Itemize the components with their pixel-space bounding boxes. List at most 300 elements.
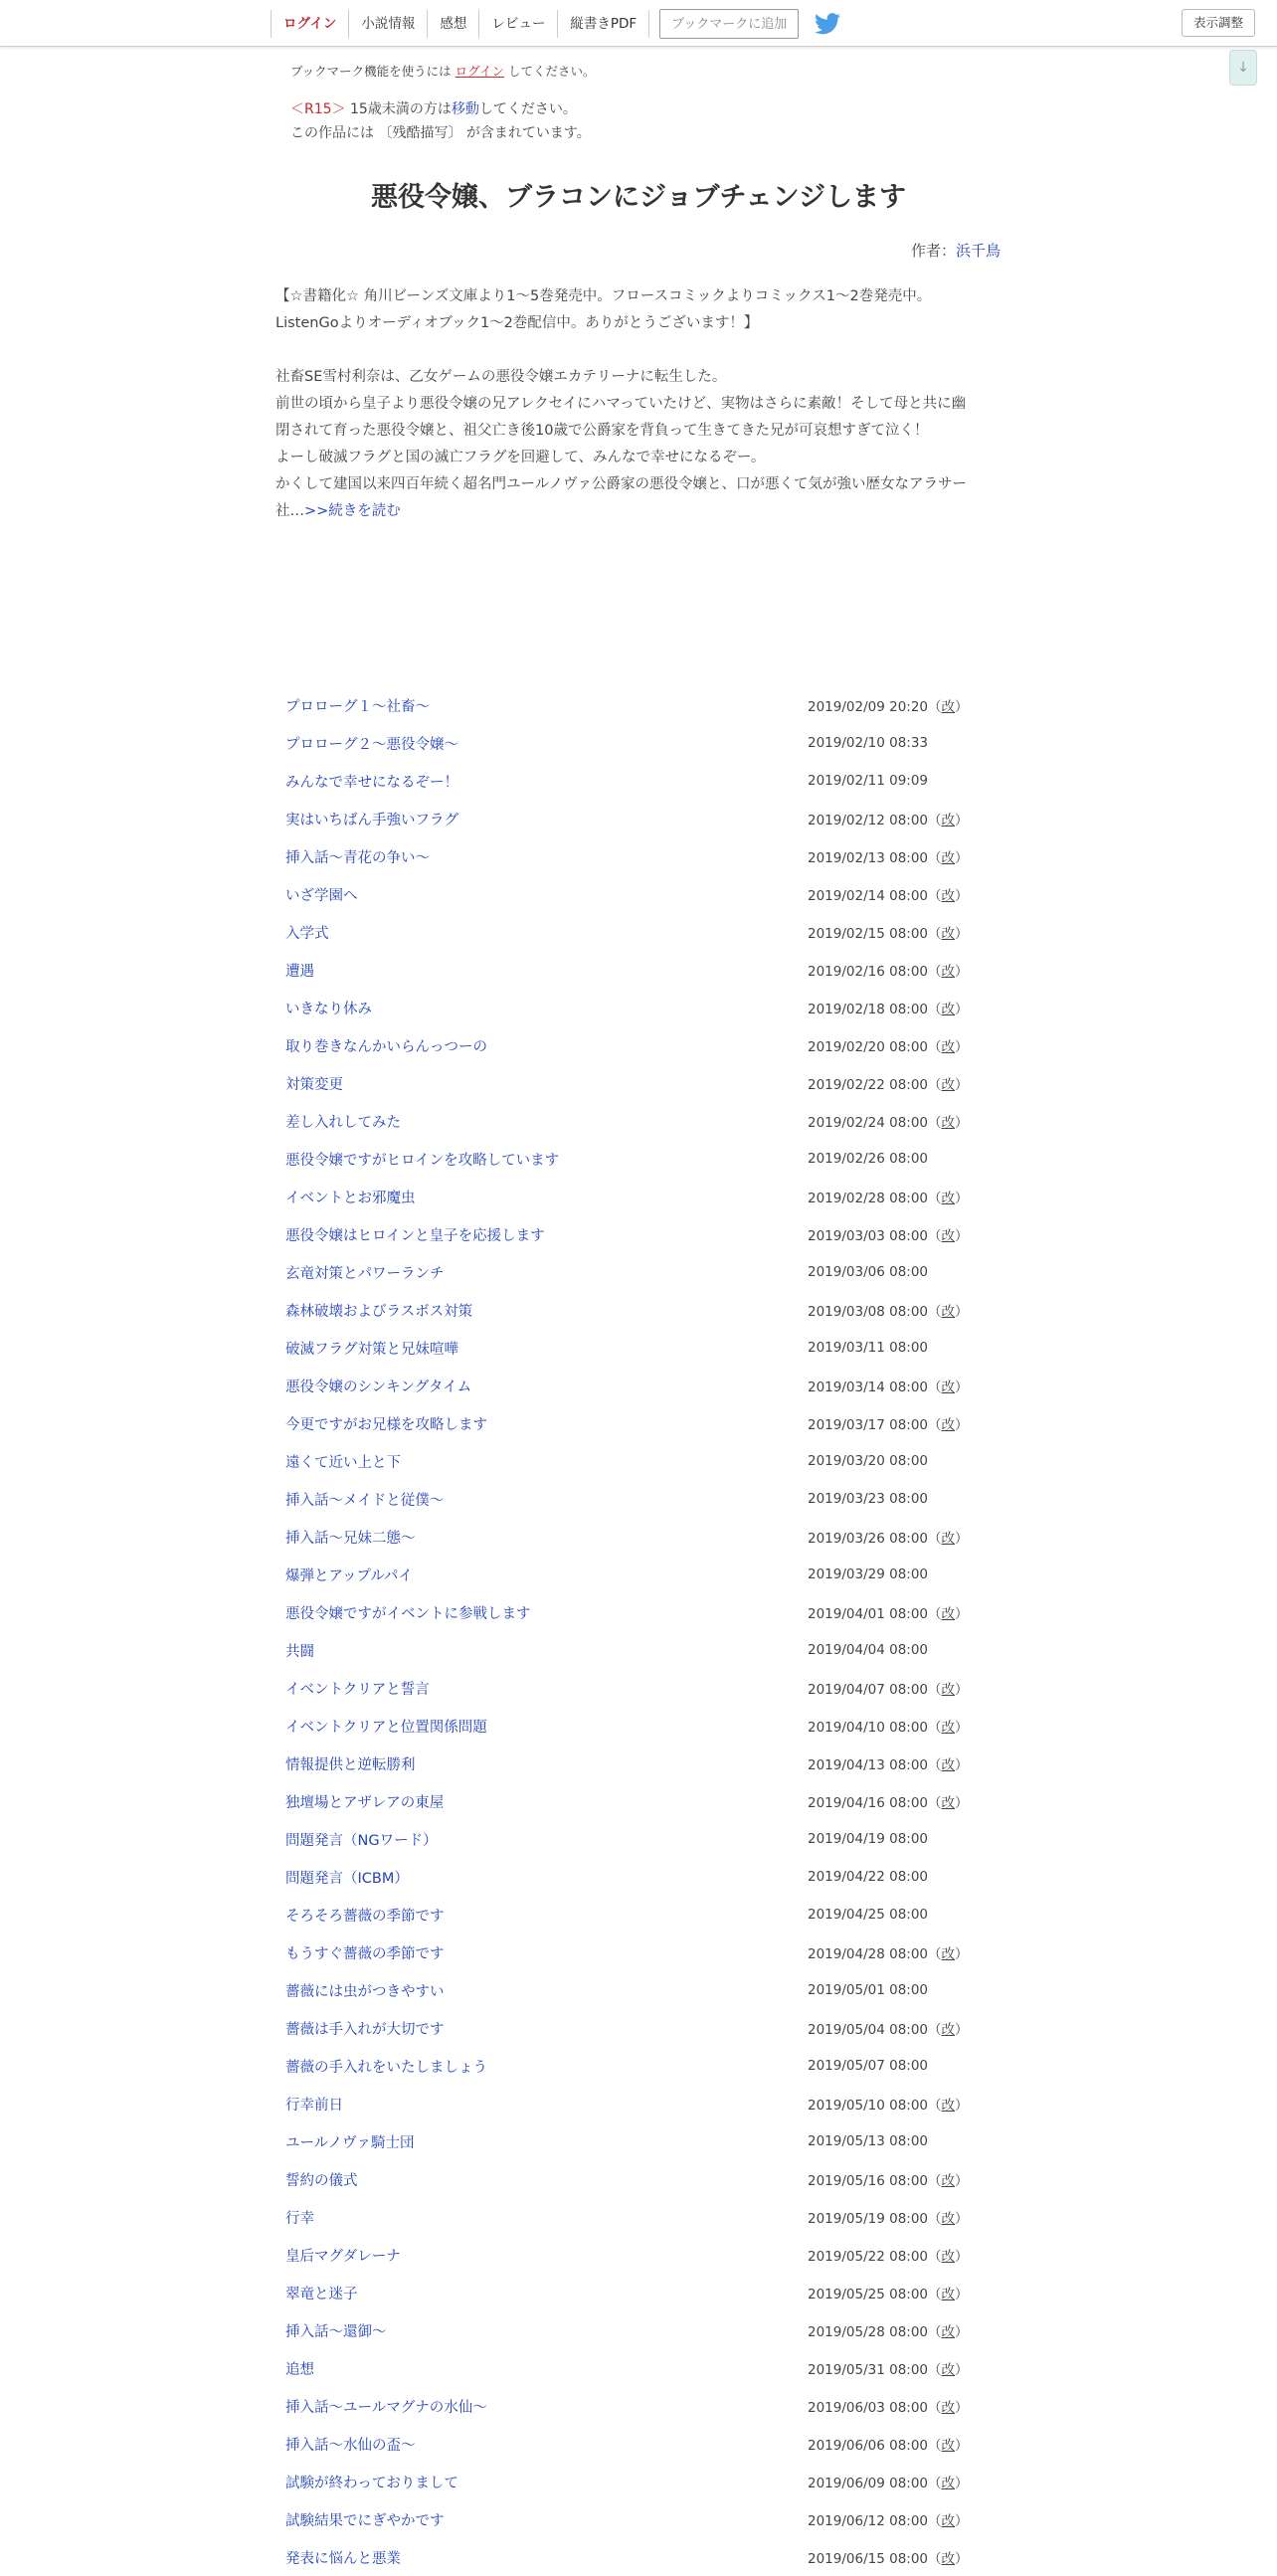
chapter-date bbox=[808, 773, 928, 789]
chapter-link[interactable]: もうすぐ薔薇の季節です bbox=[285, 1945, 445, 1962]
chapter-date bbox=[808, 1716, 969, 1736]
chapter-date-text: 2019/04/25 08:00 bbox=[808, 1907, 929, 1923]
paren-close: ） bbox=[955, 1380, 969, 1395]
paren-close: ） bbox=[955, 699, 969, 715]
paren-open: （ bbox=[928, 2362, 942, 2378]
chapter-link[interactable]: 問題発言（NGワード） bbox=[285, 1832, 438, 1849]
chapter-date bbox=[808, 2472, 969, 2491]
chapter-date bbox=[808, 1264, 928, 1280]
chapter-link[interactable]: 発表に悩んと悪業 bbox=[285, 2550, 401, 2567]
chapter-row bbox=[276, 762, 999, 800]
chapter-link[interactable]: 挿入話～ユールマグナの水仙～ bbox=[285, 2399, 487, 2416]
chapter-link[interactable]: 入学式 bbox=[285, 925, 329, 942]
chapter-link[interactable]: 今更ですがお兄様を攻略します bbox=[285, 1416, 487, 1433]
chapter-date bbox=[808, 998, 969, 1017]
revised-mark[interactable]: 改 bbox=[941, 2173, 956, 2189]
chapter-link[interactable]: 悪役令嬢ですがイベントに参戦します bbox=[285, 1605, 531, 1622]
chapter-row bbox=[276, 1820, 999, 1858]
paren-close: ） bbox=[955, 1077, 969, 1093]
chapter-list bbox=[276, 686, 999, 2576]
chapter-row bbox=[276, 951, 999, 989]
chapter-row bbox=[276, 1026, 999, 1064]
chapter-row bbox=[276, 1782, 999, 1820]
content-warning: この作品には 〔残酷描写〕 が含まれています。 bbox=[290, 125, 591, 141]
bookmark-notice bbox=[290, 62, 596, 80]
revised-mark[interactable]: 改 bbox=[941, 2362, 956, 2378]
chapter-date bbox=[808, 1376, 969, 1395]
chapter-row bbox=[276, 1329, 999, 1367]
chapter-date bbox=[808, 1224, 969, 1244]
chapter-date bbox=[808, 1527, 969, 1547]
chapter-row bbox=[276, 1178, 999, 1215]
revised-mark[interactable]: 改 bbox=[941, 1304, 956, 1320]
chapter-link[interactable]: 玄竜対策とパワーランチ bbox=[285, 1265, 445, 1282]
chapter-date-text: 2019/05/22 08:00 bbox=[808, 2249, 929, 2265]
revised-mark[interactable]: 改 bbox=[941, 1417, 956, 1433]
chapter-row bbox=[276, 1291, 999, 1329]
paren-close: ） bbox=[955, 2513, 969, 2529]
read-more-link[interactable]: >>続きを読む bbox=[304, 503, 401, 519]
synopsis-line-last bbox=[275, 498, 1002, 525]
chapter-link[interactable]: 誓約の儀式 bbox=[285, 2172, 358, 2189]
chapter-link[interactable]: プロローグ１～社畜〜 bbox=[285, 698, 430, 715]
chapter-link[interactable]: 皇后マグダレーナ bbox=[285, 2248, 401, 2265]
chapter-date-text: 2019/05/25 08:00 bbox=[808, 2287, 929, 2302]
synopsis bbox=[275, 283, 1002, 525]
chapter-link[interactable]: 森林破壊およびラスボス対策 bbox=[285, 1303, 473, 1320]
chapter-row bbox=[276, 2349, 999, 2387]
chapter-date-text: 2019/03/08 08:00 bbox=[808, 1304, 929, 1320]
chapter-date-text: 2019/02/12 08:00 bbox=[808, 813, 929, 828]
paren-open: （ bbox=[928, 2249, 942, 2265]
chapter-date-text: 2019/03/11 08:00 bbox=[808, 1340, 929, 1356]
revised-mark[interactable]: 改 bbox=[941, 699, 956, 715]
nav-novel-info[interactable]: 小説情報 bbox=[348, 10, 427, 38]
paren-open: （ bbox=[928, 2438, 942, 2454]
revised-mark[interactable]: 改 bbox=[941, 2249, 956, 2265]
paren-close: ） bbox=[955, 2211, 969, 2227]
chapter-row bbox=[276, 1971, 999, 2009]
paren-open: （ bbox=[928, 1946, 942, 1962]
chapter-link[interactable]: 悪役令嬢のシンキングタイム bbox=[285, 1379, 472, 1395]
chapter-link[interactable]: みんなで幸せになるぞー！ bbox=[285, 774, 458, 791]
chapter-link[interactable]: ユールノヴァ騎士団 bbox=[285, 2134, 415, 2151]
revised-mark[interactable]: 改 bbox=[941, 2022, 956, 2038]
chapter-row bbox=[276, 1707, 999, 1745]
chapter-link[interactable]: 行幸前日 bbox=[285, 2097, 343, 2114]
chapter-link[interactable]: 対策変更 bbox=[285, 1076, 343, 1093]
chapter-link[interactable]: 問題発言（ICBM） bbox=[285, 1870, 409, 1887]
chapter-date bbox=[808, 2396, 969, 2416]
chapter-date bbox=[808, 2094, 969, 2114]
chapter-link[interactable]: 挿入話〜還御〜 bbox=[285, 2323, 387, 2340]
paren-close: ） bbox=[955, 888, 969, 904]
chapter-date bbox=[808, 735, 928, 751]
chapter-date-text: 2019/02/24 08:00 bbox=[808, 1115, 929, 1131]
nav-impressions[interactable]: 感想 bbox=[427, 10, 478, 38]
revised-mark[interactable]: 改 bbox=[941, 850, 956, 866]
paren-open: （ bbox=[928, 2173, 942, 2189]
chapter-date-text: 2019/04/22 08:00 bbox=[808, 1869, 929, 1885]
chapter-link[interactable]: 情報提供と逆転勝利 bbox=[285, 1756, 416, 1773]
chapter-link[interactable]: 悪役令嬢ですがヒロインを攻略しています bbox=[285, 1152, 560, 1169]
chapter-link[interactable]: そろそろ薔薇の季節です bbox=[285, 1908, 445, 1925]
paren-close: ） bbox=[955, 1304, 969, 1320]
revised-mark[interactable]: 改 bbox=[941, 1720, 956, 1736]
synopsis-line: 【☆書籍化☆ 角川ビーンズ文庫より1〜5巻発売中。フロースコミックよりコミックス1〜2巻発売中。 bbox=[275, 288, 932, 304]
chapter-row bbox=[276, 837, 999, 875]
chapter-date bbox=[808, 1187, 969, 1206]
paren-open: （ bbox=[928, 2098, 942, 2114]
paren-open: （ bbox=[928, 1115, 942, 1131]
paren-close: ） bbox=[955, 2551, 969, 2567]
chapter-link[interactable]: 試験結果でにぎやかです bbox=[285, 2512, 445, 2529]
revised-mark[interactable]: 改 bbox=[941, 1039, 956, 1055]
paren-close: ） bbox=[955, 1531, 969, 1547]
chapter-row bbox=[276, 800, 999, 837]
chapter-date-text: 2019/03/17 08:00 bbox=[808, 1417, 929, 1433]
chapter-row bbox=[276, 2311, 999, 2349]
revised-mark[interactable]: 改 bbox=[941, 2551, 956, 2567]
revised-mark[interactable]: 改 bbox=[941, 813, 956, 828]
chapter-date bbox=[808, 2358, 969, 2378]
paren-open: （ bbox=[928, 2400, 942, 2416]
paren-open: （ bbox=[928, 2324, 942, 2340]
revised-mark[interactable]: 改 bbox=[941, 1077, 956, 1093]
chapter-date-text: 2019/02/28 08:00 bbox=[808, 1191, 929, 1206]
r15-text-end: してください。 bbox=[478, 101, 577, 117]
paren-close: ） bbox=[955, 964, 969, 980]
paren-open: （ bbox=[928, 964, 942, 980]
paren-open: （ bbox=[928, 1228, 942, 1244]
chapter-link[interactable]: いざ学園へ bbox=[285, 887, 358, 904]
chapter-link[interactable]: 薔薇の手入れをいたしましょう bbox=[285, 2059, 487, 2076]
paren-open: （ bbox=[928, 1077, 942, 1093]
chapter-link[interactable]: 挿入話～水仙の盃～ bbox=[285, 2437, 416, 2454]
chapter-date bbox=[808, 1642, 928, 1658]
chapter-date-text: 2019/02/26 08:00 bbox=[808, 1151, 929, 1167]
chapter-date-text: 2019/04/16 08:00 bbox=[808, 1795, 929, 1811]
chapter-link[interactable]: 悪役令嬢はヒロインと皇子を応援します bbox=[285, 1227, 545, 1244]
chapter-row bbox=[276, 1404, 999, 1442]
paren-open: （ bbox=[928, 926, 942, 942]
paren-close: ） bbox=[955, 1720, 969, 1736]
chapter-row bbox=[276, 1745, 999, 1782]
r15-move-link[interactable]: 移動 bbox=[451, 101, 479, 117]
chapter-date-text: 2019/02/14 08:00 bbox=[808, 888, 929, 904]
chapter-link[interactable]: プロローグ２～悪役令嬢〜 bbox=[285, 736, 458, 753]
chapter-date bbox=[808, 2434, 969, 2454]
chapter-date-text: 2019/06/03 08:00 bbox=[808, 2400, 929, 2416]
paren-open: （ bbox=[928, 1039, 942, 1055]
chapter-date-text: 2019/03/06 08:00 bbox=[808, 1264, 929, 1280]
paren-open: （ bbox=[928, 1304, 942, 1320]
chapter-date bbox=[808, 1566, 928, 1582]
chapter-date bbox=[808, 960, 969, 980]
chapter-date bbox=[808, 884, 969, 904]
paren-close: ） bbox=[955, 850, 969, 866]
chapter-row bbox=[276, 1253, 999, 1291]
synopsis-line: 社畜SE雪村利奈は、乙女ゲームの悪役令嬢エカテリーナに転生した。 bbox=[275, 369, 727, 385]
chapter-date bbox=[808, 2320, 969, 2340]
nav-review[interactable]: レビュー bbox=[478, 10, 557, 38]
chapter-date bbox=[808, 2169, 969, 2189]
paren-open: （ bbox=[928, 813, 942, 828]
paren-open: （ bbox=[928, 1002, 942, 1017]
revised-mark[interactable]: 改 bbox=[941, 964, 956, 980]
chapter-row bbox=[276, 1442, 999, 1480]
chapter-date bbox=[808, 2283, 969, 2302]
chapter-row bbox=[276, 1858, 999, 1896]
chapter-date-text: 2019/04/13 08:00 bbox=[808, 1757, 929, 1773]
chapter-link[interactable]: いきなり休み bbox=[285, 1001, 372, 1017]
chapter-date bbox=[808, 1453, 928, 1469]
paren-close: ） bbox=[955, 2173, 969, 2189]
chapter-link[interactable]: 共闘 bbox=[285, 1643, 314, 1660]
notice-text: ブックマーク機能を使うには bbox=[290, 64, 452, 79]
add-bookmark-button[interactable]: ブックマークに追加 bbox=[659, 9, 799, 39]
chapter-date bbox=[808, 1942, 969, 1962]
chapter-link[interactable]: イベントクリアと位置関係問題 bbox=[285, 1719, 487, 1736]
chapter-date bbox=[808, 1151, 928, 1167]
chapter-date-text: 2019/02/20 08:00 bbox=[808, 1039, 929, 1055]
chapter-row bbox=[276, 2236, 999, 2274]
nav-login[interactable]: ログイン bbox=[271, 10, 348, 38]
chapter-row bbox=[276, 724, 999, 762]
chapter-date bbox=[808, 2018, 969, 2038]
paren-close: ） bbox=[955, 926, 969, 942]
chapter-date bbox=[808, 1413, 969, 1433]
chapter-link[interactable]: 挿入話〜青花の争い〜 bbox=[285, 849, 430, 866]
chapter-link[interactable]: 遠くて近い上と下 bbox=[285, 1454, 401, 1471]
chapter-date bbox=[808, 809, 969, 828]
paren-close: ） bbox=[955, 2438, 969, 2454]
chapter-row bbox=[276, 875, 999, 913]
chapter-link[interactable]: 挿入話〜メイドと従僕〜 bbox=[285, 1492, 445, 1509]
site-header bbox=[0, 0, 1277, 47]
revised-mark[interactable]: 改 bbox=[941, 1115, 956, 1131]
chapter-link[interactable]: 破滅フラグ対策と兄妹喧嘩 bbox=[285, 1341, 458, 1358]
author-link[interactable]: 浜千鳥 bbox=[955, 242, 1001, 260]
paren-close: ） bbox=[955, 1606, 969, 1622]
chapter-date-text: 2019/02/16 08:00 bbox=[808, 964, 929, 980]
r15-text: 15歳未満の方は bbox=[350, 101, 452, 117]
paren-close: ） bbox=[955, 1795, 969, 1811]
chapter-date-text: 2019/03/14 08:00 bbox=[808, 1380, 929, 1395]
chapter-date-text: 2019/05/31 08:00 bbox=[808, 2362, 929, 2378]
chapter-link[interactable]: 実はいちばん手強いフラグ bbox=[285, 812, 458, 828]
chapter-date-text: 2019/05/01 08:00 bbox=[808, 1982, 929, 1998]
chapter-link[interactable]: 爆弾とアップルパイ bbox=[285, 1567, 413, 1584]
chapter-row bbox=[276, 2538, 999, 2576]
chapter-date bbox=[808, 2509, 969, 2529]
chapter-date-text: 2019/04/10 08:00 bbox=[808, 1720, 929, 1736]
paren-close: ） bbox=[955, 2287, 969, 2302]
revised-mark[interactable]: 改 bbox=[941, 926, 956, 942]
chapter-date bbox=[808, 1073, 969, 1093]
paren-close: ） bbox=[955, 1417, 969, 1433]
chapter-link[interactable]: 挿入話〜兄妹二態〜 bbox=[285, 1530, 416, 1547]
chapter-row bbox=[276, 1215, 999, 1253]
paren-open: （ bbox=[928, 1795, 942, 1811]
paren-open: （ bbox=[928, 1720, 942, 1736]
chapter-row bbox=[276, 1556, 999, 1593]
chapter-date bbox=[808, 922, 969, 942]
paren-open: （ bbox=[928, 2513, 942, 2529]
header-nav bbox=[271, 0, 840, 47]
chapter-date-text: 2019/02/13 08:00 bbox=[808, 850, 929, 866]
chapter-row bbox=[276, 2160, 999, 2198]
revised-mark[interactable]: 改 bbox=[941, 1228, 956, 1244]
twitter-icon[interactable] bbox=[815, 13, 840, 35]
chapter-date-text: 2019/03/20 08:00 bbox=[808, 1453, 929, 1469]
chapter-date bbox=[808, 1491, 928, 1507]
paren-open: （ bbox=[928, 1682, 942, 1698]
chapter-date-text: 2019/05/16 08:00 bbox=[808, 2173, 929, 2189]
chapter-date bbox=[808, 846, 969, 866]
chapter-date bbox=[808, 1753, 969, 1773]
chapter-link[interactable]: 遭遇 bbox=[285, 963, 314, 980]
paren-close: ） bbox=[955, 2098, 969, 2114]
chapter-date bbox=[808, 695, 969, 715]
revised-mark[interactable]: 改 bbox=[941, 2211, 956, 2227]
chapter-date bbox=[808, 2207, 969, 2227]
chapter-row bbox=[276, 1480, 999, 1518]
chapter-link[interactable]: 行幸 bbox=[285, 2210, 314, 2227]
display-settings-button[interactable]: 表示調整 bbox=[1182, 9, 1255, 37]
chapter-date-text: 2019/02/10 08:33 bbox=[808, 735, 929, 751]
revised-mark[interactable]: 改 bbox=[941, 1002, 956, 1017]
chapter-row bbox=[276, 1518, 999, 1556]
chapter-row bbox=[276, 1896, 999, 1933]
author-line bbox=[911, 240, 1001, 261]
chapter-date-text: 2019/04/07 08:00 bbox=[808, 1682, 929, 1698]
revised-mark[interactable]: 改 bbox=[941, 1191, 956, 1206]
chapter-row bbox=[276, 1669, 999, 1707]
chapter-date bbox=[808, 1907, 928, 1923]
chapter-date bbox=[808, 1111, 969, 1131]
paren-close: ） bbox=[955, 1228, 969, 1244]
paren-open: （ bbox=[928, 1606, 942, 1622]
chapter-row bbox=[276, 1631, 999, 1669]
chapter-date bbox=[808, 1791, 969, 1811]
revised-mark[interactable]: 改 bbox=[941, 888, 956, 904]
paren-close: ） bbox=[955, 1002, 969, 1017]
paren-open: （ bbox=[928, 2022, 942, 2038]
scroll-down-button[interactable]: ↓ bbox=[1229, 50, 1257, 86]
chapter-date bbox=[808, 2245, 969, 2265]
chapter-link[interactable]: 追想 bbox=[285, 2361, 314, 2378]
chapter-date bbox=[808, 1300, 969, 1320]
chapter-row bbox=[276, 2463, 999, 2500]
revised-mark[interactable]: 改 bbox=[941, 1946, 956, 1962]
chapter-date-text: 2019/05/04 08:00 bbox=[808, 2022, 929, 2038]
chapter-row bbox=[276, 2122, 999, 2160]
chapter-row bbox=[276, 1593, 999, 1631]
revised-mark[interactable]: 改 bbox=[941, 2324, 956, 2340]
chapter-link[interactable]: 薔薇は手入れが大切です bbox=[285, 2021, 445, 2038]
revised-mark[interactable]: 改 bbox=[941, 1531, 956, 1547]
revised-mark[interactable]: 改 bbox=[941, 2098, 956, 2114]
paren-close: ） bbox=[955, 1757, 969, 1773]
chapter-date-text: 2019/05/28 08:00 bbox=[808, 2324, 929, 2340]
chapter-date-text: 2019/02/11 09:09 bbox=[808, 773, 929, 789]
chapter-date-text: 2019/05/10 08:00 bbox=[808, 2098, 929, 2114]
chapter-link[interactable]: 試験が終わっておりまして bbox=[285, 2475, 458, 2491]
chapter-date-text: 2019/04/04 08:00 bbox=[808, 1642, 929, 1658]
chapter-date-text: 2019/03/03 08:00 bbox=[808, 1228, 929, 1244]
chapter-row bbox=[276, 2047, 999, 2085]
paren-open: （ bbox=[928, 850, 942, 866]
chapter-date-text: 2019/02/18 08:00 bbox=[808, 1002, 929, 1017]
paren-close: ） bbox=[955, 2476, 969, 2491]
paren-open: （ bbox=[928, 2287, 942, 2302]
revised-mark[interactable]: 改 bbox=[941, 1757, 956, 1773]
chapter-row bbox=[276, 1933, 999, 1971]
revised-mark[interactable]: 改 bbox=[941, 2476, 956, 2491]
chapter-row bbox=[276, 2425, 999, 2463]
chapter-date-text: 2019/06/15 08:00 bbox=[808, 2551, 929, 2567]
chapter-row bbox=[276, 2009, 999, 2047]
r15-tag: ＜R15＞ bbox=[290, 101, 346, 117]
revised-mark[interactable]: 改 bbox=[941, 2287, 956, 2302]
revised-mark[interactable]: 改 bbox=[941, 1606, 956, 1622]
paren-open: （ bbox=[928, 2476, 942, 2491]
revised-mark[interactable]: 改 bbox=[941, 2513, 956, 2529]
chapter-date-text: 2019/04/01 08:00 bbox=[808, 1606, 929, 1622]
chapter-link[interactable]: イベントクリアと誓言 bbox=[285, 1681, 430, 1698]
paren-close: ） bbox=[955, 2324, 969, 2340]
chapter-date-text: 2019/05/07 08:00 bbox=[808, 2058, 929, 2074]
chapter-date-text: 2019/06/09 08:00 bbox=[808, 2476, 929, 2491]
chapter-link[interactable]: 取り巻きなんかいらんっつーの bbox=[285, 1038, 487, 1055]
chapter-date bbox=[808, 1340, 928, 1356]
chapter-link[interactable]: 差し入れしてみた bbox=[285, 1114, 401, 1131]
paren-close: ） bbox=[955, 2362, 969, 2378]
chapter-date bbox=[808, 2058, 928, 2074]
revised-mark[interactable]: 改 bbox=[941, 2438, 956, 2454]
chapter-date bbox=[808, 1831, 928, 1847]
chapter-link[interactable]: 薔薇には虫がつきやすい bbox=[285, 1983, 445, 2000]
chapter-date-text: 2019/06/06 08:00 bbox=[808, 2438, 929, 2454]
age-warning bbox=[290, 97, 591, 145]
chapter-row bbox=[276, 913, 999, 951]
chapter-link[interactable]: 独壇場とアザレアの東屋 bbox=[285, 1794, 445, 1811]
paren-open: （ bbox=[928, 1191, 942, 1206]
revised-mark[interactable]: 改 bbox=[941, 2400, 956, 2416]
revised-mark[interactable]: 改 bbox=[941, 1682, 956, 1698]
chapter-date bbox=[808, 1602, 969, 1622]
chapter-date-text: 2019/02/15 08:00 bbox=[808, 926, 929, 942]
revised-mark[interactable]: 改 bbox=[941, 1380, 956, 1395]
nav-vertical-pdf[interactable]: 縦書きPDF bbox=[557, 10, 649, 38]
chapter-row bbox=[276, 2198, 999, 2236]
paren-close: ） bbox=[955, 1191, 969, 1206]
revised-mark[interactable]: 改 bbox=[941, 1795, 956, 1811]
chapter-row bbox=[276, 2085, 999, 2122]
chapter-date-text: 2019/02/22 08:00 bbox=[808, 1077, 929, 1093]
synopsis-line: ListenGoよりオーディオブック1〜2巻配信中。ありがとうございます！】 bbox=[275, 315, 759, 331]
paren-close: ） bbox=[955, 1946, 969, 1962]
chapter-link[interactable]: 翠竜と迷子 bbox=[285, 2286, 358, 2302]
chapter-row bbox=[276, 989, 999, 1026]
chapter-row bbox=[276, 1064, 999, 1102]
chapter-row bbox=[276, 1367, 999, 1404]
paren-close: ） bbox=[955, 813, 969, 828]
paren-open: （ bbox=[928, 1531, 942, 1547]
chapter-link[interactable]: イベントとお邪魔虫 bbox=[285, 1190, 416, 1206]
notice-login-link[interactable]: ログイン bbox=[455, 64, 505, 79]
